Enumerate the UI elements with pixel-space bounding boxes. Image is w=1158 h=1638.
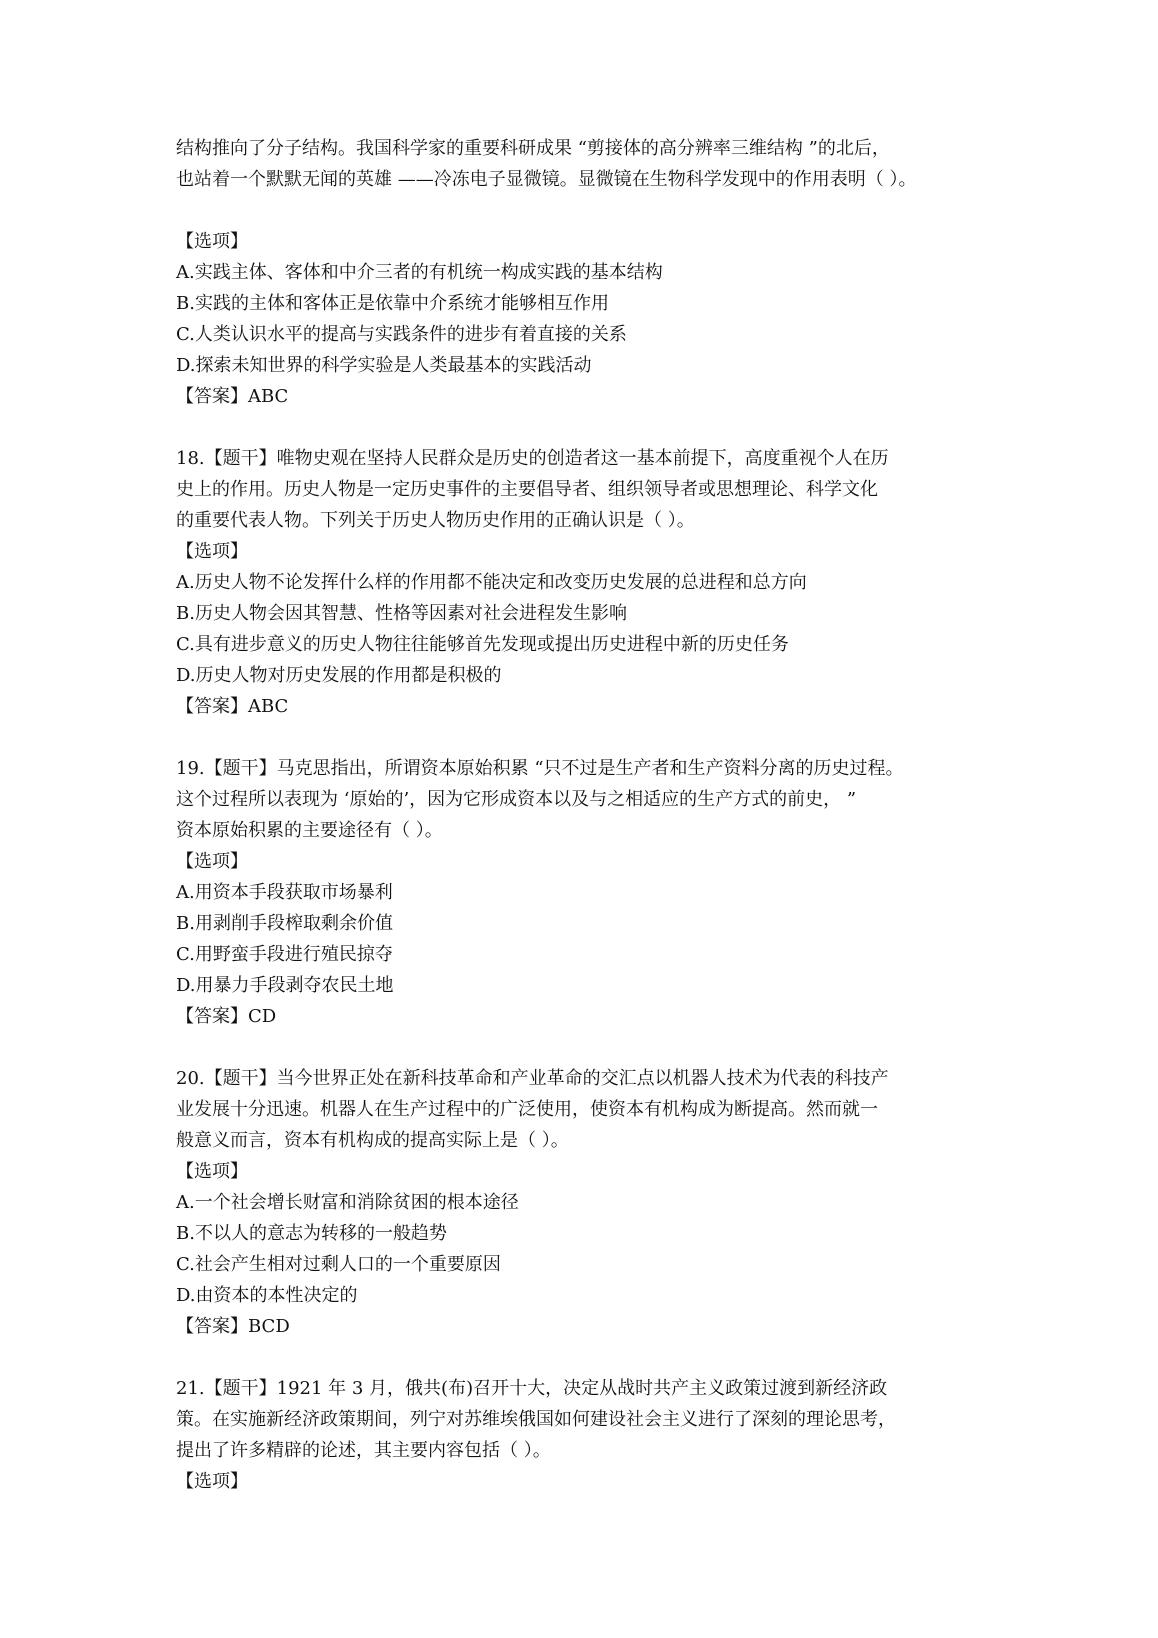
option-c: C.具有进步意义的历史人物往往能够首先发现或提出历史进程中新的历史任务 (176, 634, 789, 655)
answer: 【答案】CD (176, 1006, 277, 1027)
stem-line: 业发展十分迅速。机器人在生产过程中的广泛使用，使资本有机构成为断提高。然而就一 (176, 1099, 878, 1120)
stem-line: 18.【题干】唯物史观在坚持人民群众是历史的创造者这一基本前提下，高度重视个人在历 (176, 448, 889, 469)
stem-line: 21.【题干】1921 年 3 月，俄共(布)召开十大，决定从战时共产主义政策过渡到新经济政 (176, 1378, 888, 1399)
stem-line: 这个过程所以表现为 ‘原始的’，因为它形成资本以及与之相适应的生产方式的前史， ” (176, 789, 857, 810)
answer: 【答案】ABC (176, 696, 289, 717)
spacer (176, 722, 1076, 753)
option-b: B.实践的主体和客体正是依靠中介系统才能够相互作用 (176, 293, 609, 314)
intro-paragraph (176, 133, 1076, 195)
spacer (176, 1342, 1076, 1373)
option-a: A.一个社会增长财富和消除贫困的根本途径 (176, 1192, 519, 1213)
page-content (176, 133, 1076, 1497)
option-c: C.人类认识水平的提高与实践条件的进步有着直接的关系 (176, 324, 627, 345)
question-19-block (176, 753, 1076, 1032)
stem-line: 资本原始积累的主要途径有（ ）。 (176, 820, 443, 841)
option-c: C.社会产生相对过剩人口的一个重要原因 (176, 1254, 501, 1275)
stem-line: 20.【题干】当今世界正处在新科技革命和产业革命的交汇点以机器人技术为代表的科技产 (176, 1068, 889, 1089)
text-line: 也站着一个默默无闻的英雄 ——冷冻电子显微镜。显微镜在生物科学发现中的作用表明（ ）。 (176, 169, 917, 190)
option-b: B.用剥削手段榨取剩余价值 (176, 913, 393, 934)
answer: 【答案】BCD (176, 1316, 290, 1337)
spacer (176, 412, 1076, 443)
stem-line: 策。在实施新经济政策期间，列宁对苏维埃俄国如何建设社会主义进行了深刻的理论思考， (176, 1409, 896, 1430)
options-label: 【选项】 (176, 1471, 248, 1492)
spacer (176, 195, 1076, 226)
option-b: B.不以人的意志为转移的一般趋势 (176, 1223, 447, 1244)
option-d: D.由资本的本性决定的 (176, 1285, 358, 1306)
option-a: A.实践主体、客体和中介三者的有机统一构成实践的基本结构 (176, 262, 663, 283)
question-18-block (176, 443, 1076, 722)
option-b: B.历史人物会因其智慧、性格等因素对社会进程发生影响 (176, 603, 627, 624)
option-c: C.用野蛮手段进行殖民掠夺 (176, 944, 393, 965)
options-label: 【选项】 (176, 851, 248, 872)
text-line: 结构推向了分子结构。我国科学家的重要科研成果 “剪接体的高分辨率三维结构 ”的北后， (176, 138, 890, 159)
stem-line: 提出了许多精辟的论述，其主要内容包括（ ）。 (176, 1440, 551, 1461)
stem-line: 般意义而言，资本有机构成的提高实际上是（ ）。 (176, 1130, 569, 1151)
options-label: 【选项】 (176, 231, 248, 252)
spacer (176, 1032, 1076, 1063)
option-a: A.历史人物不论发挥什么样的作用都不能决定和改变历史发展的总进程和总方向 (176, 572, 807, 593)
stem-line: 的重要代表人物。下列关于历史人物历史作用的正确认识是（ ）。 (176, 510, 695, 531)
stem-line: 史上的作用。历史人物是一定历史事件的主要倡导者、组织领导者或思想理论、科学文化 (176, 479, 878, 500)
question-17-block (176, 226, 1076, 412)
answer: 【答案】ABC (176, 386, 289, 407)
option-a: A.用资本手段获取市场暴利 (176, 882, 393, 903)
question-20-block (176, 1063, 1076, 1342)
options-label: 【选项】 (176, 1161, 248, 1182)
option-d: D.历史人物对历史发展的作用都是积极的 (176, 665, 502, 686)
option-d: D.探索未知世界的科学实验是人类最基本的实践活动 (176, 355, 592, 376)
question-21-block (176, 1373, 1076, 1497)
option-d: D.用暴力手段剥夺农民土地 (176, 975, 394, 996)
options-label: 【选项】 (176, 541, 248, 562)
stem-line: 19.【题干】马克思指出，所谓资本原始积累 “只不过是生产者和生产资料分离的历史过程。 (176, 758, 904, 779)
